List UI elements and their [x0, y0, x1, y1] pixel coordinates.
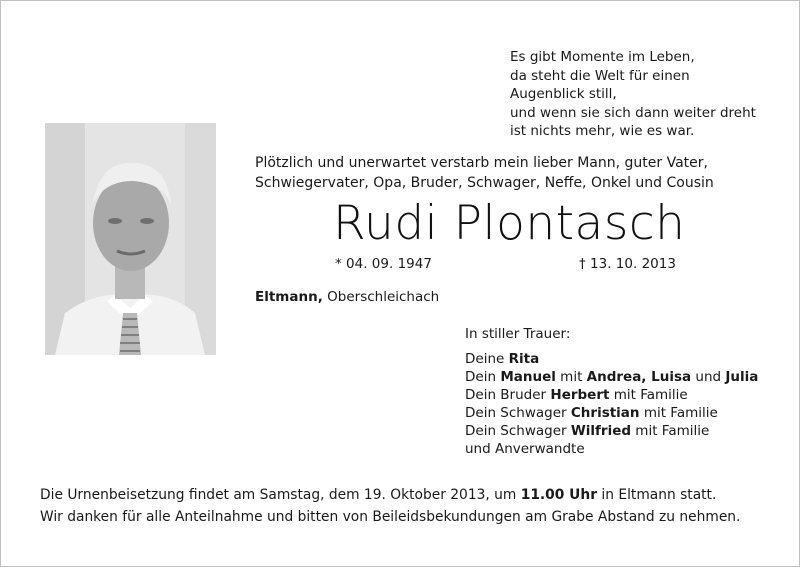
mourner-name: Rita — [508, 351, 540, 367]
thanks-line: Wir danken für alle Anteilnahme und bitten von Beileidsbekundungen am Grabe Abstand zu nehmen. — [40, 509, 741, 525]
poem-line: da steht die Welt für einen — [510, 67, 690, 84]
mourner-name: Andrea, Luisa — [586, 369, 692, 385]
mourner-name: Herbert — [550, 387, 610, 403]
mourners-heading: In stiller Trauer: — [465, 326, 571, 342]
mourner-name: Julia — [725, 369, 759, 385]
mourners-list — [465, 325, 758, 458]
location — [255, 289, 439, 305]
funeral-time: 11.00 Uhr — [520, 487, 598, 503]
funeral-info: Die Urnenbeisetzung findet am Samstag, dem 19. Oktober 2013, um 11.00 Uhr in Eltmann statt. — [40, 487, 717, 503]
mourner-line: Dein Manuel mit Andrea, Luisa und Julia — [465, 369, 759, 385]
mourner-line: Dein Schwager Wilfried mit Familie — [465, 423, 710, 439]
portrait-image — [45, 123, 216, 355]
mourner-line: Dein Schwager Christian mit Familie — [465, 405, 718, 421]
deceased-name: Rudi Plontasch — [333, 196, 686, 251]
footer-text — [40, 484, 740, 528]
death-date: † 13. 10. 2013 — [579, 256, 676, 272]
mourner-name: Christian — [570, 405, 640, 421]
birth-date: * 04. 09. 1947 — [335, 256, 432, 272]
portrait-photo — [45, 123, 216, 355]
poem — [510, 48, 756, 141]
poem-line: ist nichts mehr, wie es war. — [510, 123, 695, 139]
mourner-line: Dein Bruder Herbert mit Familie — [465, 387, 688, 403]
mourner-name: Wilfried — [570, 423, 632, 439]
intro-line: Plötzlich und unerwartet verstarb mein lieber Mann, guter Vater, — [255, 155, 708, 171]
location-district: Oberschleichach — [327, 289, 440, 305]
location-town: Eltmann, — [255, 289, 323, 305]
mourner-line: und Anverwandte — [465, 441, 585, 457]
intro-line: Schwiegervater, Opa, Bruder, Schwager, Neffe, Onkel und Cousin — [255, 175, 714, 191]
intro-text — [255, 153, 714, 193]
poem-line: Es gibt Momente im Leben, — [510, 49, 695, 65]
poem-line: Augenblick still, — [510, 86, 617, 102]
poem-line: und wenn sie sich dann weiter dreht — [510, 104, 756, 121]
mourner-name: Manuel — [500, 369, 556, 385]
mourner-line: Deine Rita — [465, 351, 540, 367]
